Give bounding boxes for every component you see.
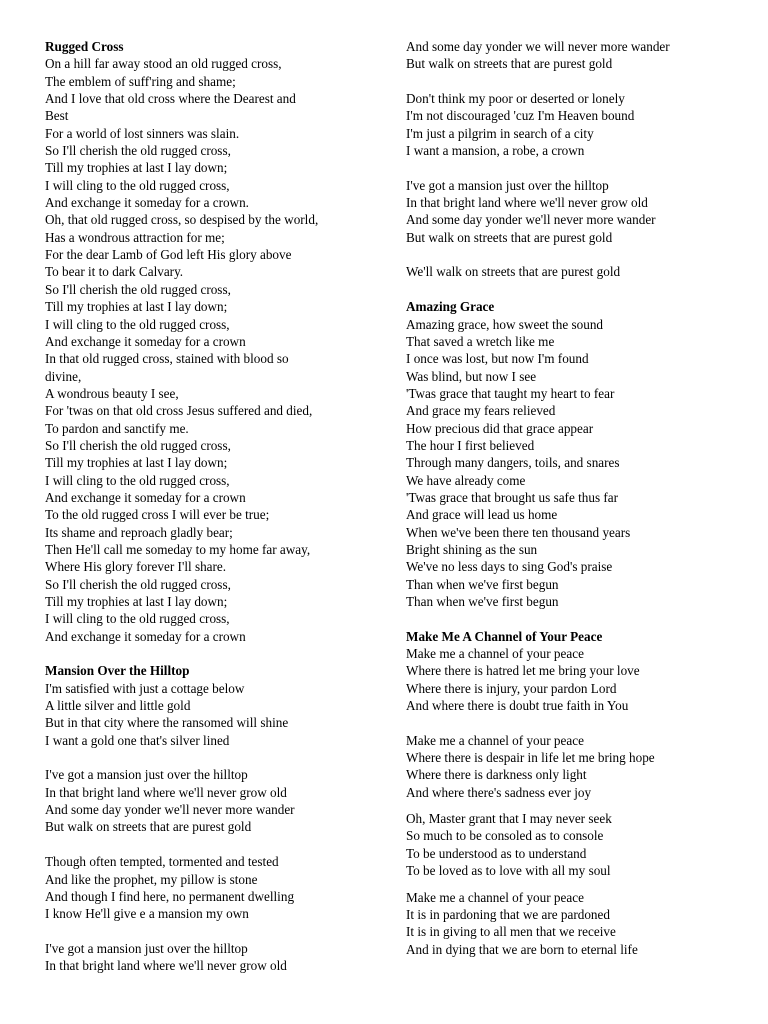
lyric-line: And grace my fears relieved	[406, 403, 556, 419]
lyric-line: Make me a channel of your peace	[406, 889, 584, 905]
lyric-line: I'm satisfied with just a cottage below	[45, 680, 245, 696]
lyric-line: And where there's sadness ever joy	[406, 784, 592, 800]
lyric-line: So I'll cherish the old rugged cross,	[45, 143, 231, 159]
lyric-line: For the dear Lamb of God left His glory above	[45, 247, 292, 263]
lyric-line: In that old rugged cross, stained with blood so	[45, 351, 289, 367]
lyric-line: 'Twas grace that taught my heart to fear	[406, 385, 615, 401]
lyric-line: The hour I first believed	[406, 437, 535, 453]
lyric-line: In that bright land where we'll never grow old	[45, 958, 287, 974]
lyric-line: So I'll cherish the old rugged cross,	[45, 281, 231, 297]
lyric-line: I will cling to the old rugged cross,	[45, 611, 230, 627]
lyric-line: And some day yonder we will never more wander	[406, 39, 670, 54]
lyric-line: I will cling to the old rugged cross,	[45, 316, 230, 332]
lyric-line: 'Twas grace that brought us safe thus far	[406, 489, 619, 505]
lyric-line: Though often tempted, tormented and tested	[45, 854, 279, 870]
left-column	[45, 38, 363, 975]
lyric-line: I'm just a pilgrim in search of a city	[406, 125, 594, 141]
lyric-line: And grace will lead us home	[406, 507, 558, 523]
lyric-line: I've got a mansion just over the hilltop	[406, 177, 609, 193]
stanza-gap	[406, 610, 736, 627]
lyric-line: I want a gold one that's silver lined	[45, 732, 230, 748]
lyric-line: To the old rugged cross I will ever be true;	[45, 507, 270, 523]
lyric-line: Where there is despair in life let me bring hope	[406, 750, 655, 766]
lyric-line: And some day yonder we'll never more wander	[406, 212, 656, 228]
lyric-line: But in that city where the ransomed will shine	[45, 715, 289, 731]
lyric-line: Till my trophies at last I lay down;	[45, 455, 228, 471]
lyric-line: Was blind, but now I see	[406, 368, 537, 384]
lyric-line: And where there is doubt true faith in You	[406, 698, 629, 714]
lyric-line: To be loved as to love with all my soul	[406, 863, 611, 879]
lyric-line: A little silver and little gold	[45, 698, 191, 714]
lyric-line: Where there is injury, your pardon Lord	[406, 680, 617, 696]
song-title: Rugged Cross	[45, 39, 124, 54]
stanza-gap	[406, 880, 736, 889]
lyric-line: How precious did that grace appear	[406, 420, 594, 436]
lyric-line: On a hill far away stood an old rugged cross,	[45, 56, 282, 72]
lyric-line: Through many dangers, toils, and snares	[406, 455, 620, 471]
lyric-line: Amazing grace, how sweet the sound	[406, 316, 604, 332]
lyric-line: A wondrous beauty I see,	[45, 385, 179, 401]
lyric-line: To be understood as to understand	[406, 845, 587, 861]
lyric-line: I've got a mansion just over the hilltop	[45, 940, 248, 956]
stanza-gap	[45, 645, 363, 662]
lyric-line: We've no less days to sing God's praise	[406, 559, 613, 575]
lyric-line: But walk on streets that are purest gold	[406, 56, 613, 72]
lyric-line: Don't think my poor or deserted or lonely	[406, 91, 625, 107]
lyric-line: Where there is darkness only light	[406, 767, 587, 783]
lyric-line: So I'll cherish the old rugged cross,	[45, 437, 231, 453]
lyric-line: Bright shining as the sun	[406, 541, 538, 557]
stanza-gap	[406, 714, 736, 731]
lyric-line: Then He'll call me someday to my home far away,	[45, 541, 311, 557]
stanza-gap	[406, 801, 736, 810]
right-column	[406, 38, 736, 958]
lyric-line: Its shame and reproach gladly bear;	[45, 524, 233, 540]
stanza-gap	[45, 836, 363, 853]
lyric-line: And I love that old cross where the Dearest and	[45, 91, 296, 107]
song-title: Mansion Over the Hilltop	[45, 663, 190, 679]
lyric-line: To bear it to dark Calvary.	[45, 264, 184, 280]
stanza-gap	[406, 281, 736, 298]
lyric-line: And exchange it someday for a crown.	[45, 195, 249, 211]
stanza-gap	[45, 749, 363, 766]
lyric-line: divine,	[45, 368, 82, 384]
lyric-line: That saved a wretch like me	[406, 333, 555, 349]
lyric-line: It is in pardoning that we are pardoned	[406, 906, 610, 922]
lyric-line: And like the prophet, my pillow is stone	[45, 871, 258, 887]
lyric-line: It is in giving to all men that we receive	[406, 924, 616, 940]
lyric-line: In that bright land where we'll never grow old	[406, 195, 648, 211]
lyric-line: Has a wondrous attraction for me;	[45, 229, 225, 245]
lyric-line: The emblem of suff'ring and shame;	[45, 73, 236, 89]
song-title: Amazing Grace	[406, 299, 495, 315]
lyric-line: I will cling to the old rugged cross,	[45, 177, 230, 193]
lyric-line: And exchange it someday for a crown	[45, 333, 246, 349]
lyric-line: We have already come	[406, 472, 526, 488]
stanza-gap	[406, 246, 736, 263]
lyric-line: And some day yonder we'll never more wander	[45, 802, 295, 818]
lyric-line: Oh, that old rugged cross, so despised by the world,	[45, 212, 319, 228]
lyric-line: For 'twas on that old cross Jesus suffered and died,	[45, 403, 313, 419]
lyric-line: Till my trophies at last I lay down;	[45, 594, 228, 609]
lyric-line: And exchange it someday for a crown	[45, 628, 246, 644]
stanza-gap	[45, 923, 363, 940]
lyric-line: When we've been there ten thousand years	[406, 524, 631, 540]
song-title: Make Me A Channel of Your Peace	[406, 628, 603, 644]
lyric-line: Oh, Master grant that I may never seek	[406, 811, 612, 827]
lyric-line: But walk on streets that are purest gold	[45, 819, 252, 835]
lyric-line: Than when we've first begun	[406, 576, 559, 592]
lyric-line: For a world of lost sinners was slain.	[45, 125, 240, 141]
lyric-line: So I'll cherish the old rugged cross,	[45, 576, 231, 592]
lyric-line: I know He'll give e a mansion my own	[45, 906, 249, 922]
lyric-line: So much to be consoled as to console	[406, 828, 604, 844]
lyric-line: I'm not discouraged 'cuz I'm Heaven bound	[406, 108, 635, 124]
lyric-line: But walk on streets that are purest gold	[406, 229, 613, 245]
lyric-line: Till my trophies at last I lay down;	[45, 160, 228, 176]
lyric-line: And in dying that we are born to eternal life	[406, 941, 638, 957]
lyric-line: We'll walk on streets that are purest gold	[406, 264, 621, 280]
lyric-line: Than when we've first begun	[406, 594, 559, 609]
lyric-line: And exchange it someday for a crown	[45, 489, 246, 505]
lyric-line: Till my trophies at last I lay down;	[45, 299, 228, 315]
lyric-line: Where His glory forever I'll share.	[45, 559, 227, 575]
lyric-line: And though I find here, no permanent dwelling	[45, 888, 295, 904]
lyric-line: I will cling to the old rugged cross,	[45, 472, 230, 488]
lyric-line: I've got a mansion just over the hilltop	[45, 767, 248, 783]
lyric-line: Make me a channel of your peace	[406, 646, 584, 662]
stanza-gap	[406, 73, 736, 90]
lyric-line: Best	[45, 108, 69, 124]
lyric-line: I once was lost, but now I'm found	[406, 351, 589, 367]
lyric-line: To pardon and sanctify me.	[45, 420, 189, 436]
lyric-line: I want a mansion, a robe, a crown	[406, 143, 585, 159]
lyric-line: In that bright land where we'll never grow old	[45, 784, 287, 800]
lyric-line: Where there is hatred let me bring your love	[406, 663, 640, 679]
lyric-line: Make me a channel of your peace	[406, 732, 584, 748]
stanza-gap	[406, 159, 736, 176]
